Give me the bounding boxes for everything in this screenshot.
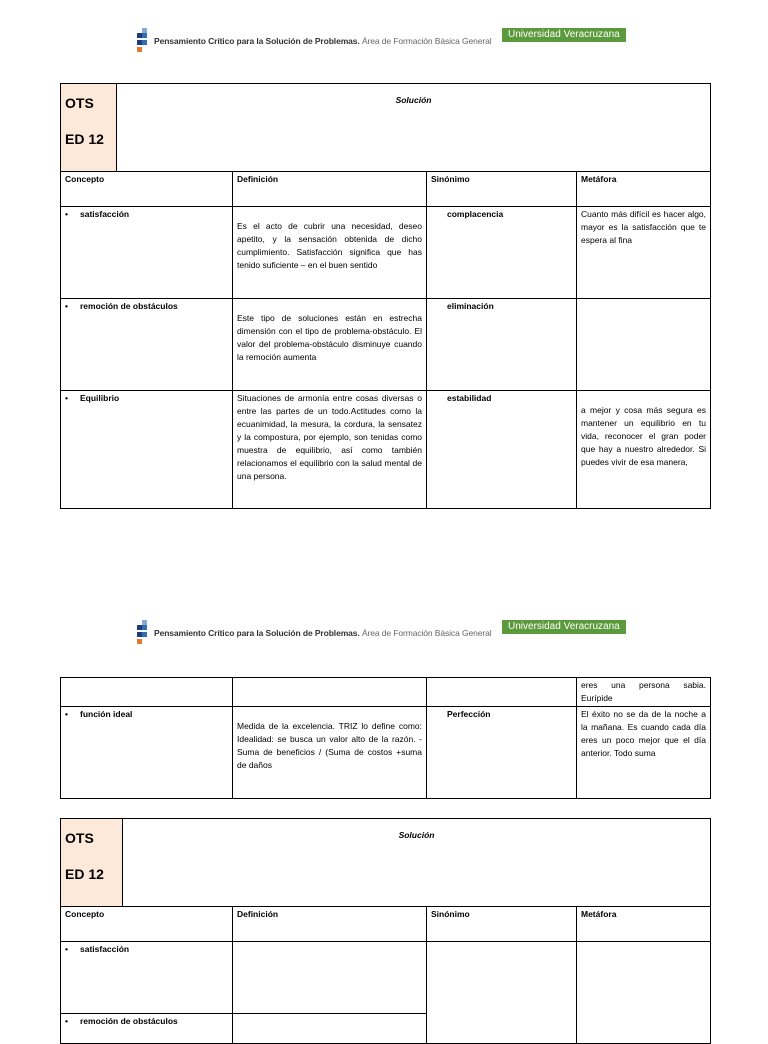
header-definicion: Definición [233, 907, 427, 942]
ots-cell [61, 819, 123, 907]
concepto-cell [61, 678, 233, 707]
table-row [61, 391, 711, 509]
uv-logo-icon [137, 28, 151, 52]
sinonimo-cell: Perfección [427, 707, 577, 799]
page-header [137, 620, 627, 646]
concepto-cell: • remoción de obstáculos [61, 299, 233, 391]
sinonimo-cell [427, 678, 577, 707]
page-header [137, 28, 627, 54]
table-row [61, 678, 711, 707]
solution-title: Solución [123, 819, 711, 907]
metafora-cell [577, 942, 711, 1044]
university-badge: Universidad Veracruzana [502, 28, 626, 42]
table-row [61, 942, 711, 1014]
course-name: Pensamiento Crítico para la Solución de Problemas. [154, 36, 360, 46]
solution-table-continuation [60, 677, 711, 799]
header-definicion: Definición [233, 172, 427, 207]
header-title [154, 36, 492, 46]
ots-label: OTS [65, 830, 94, 846]
metafora-cell [577, 299, 711, 391]
metafora-cell: Cuanto más difícil es hacer algo, mayor es la satisfacción que te espera al fina [577, 207, 711, 299]
definicion-cell: Este tipo de soluciones están en estrecha dimensión con el tipo de problema-obstáculo. El valor del problema-obstáculo disminuye cuando la remoción aumenta [233, 299, 427, 391]
table-row [61, 207, 711, 299]
definicion-cell: Medida de la excelencia. TRIZ lo define como: Idealidad: se busca un valor alto de la razón. -Suma de beneficios / (Suma de costos +suma de daños [233, 707, 427, 799]
solution-table-1 [60, 83, 711, 509]
area-name: Área de Formación Básica General [361, 628, 492, 638]
table-row [61, 299, 711, 391]
header-sinonimo: Sinónimo [427, 907, 577, 942]
header-title [154, 628, 492, 638]
definicion-cell [233, 678, 427, 707]
solution-title: Solución [117, 84, 711, 172]
sinonimo-cell: complacencia [427, 207, 577, 299]
ots-label: OTS [65, 95, 94, 111]
metafora-cell: El éxito no se da de la noche a la mañana. Es cuando cada día eres un poco mejor que el día anterior. Todo suma [577, 707, 711, 799]
uv-logo-icon [137, 620, 151, 644]
definicion-cell [233, 942, 427, 1014]
course-name: Pensamiento Crítico para la Solución de Problemas. [154, 628, 360, 638]
university-badge: Universidad Veracruzana [502, 620, 626, 634]
header-metafora: Metáfora [577, 907, 711, 942]
definicion-cell: Situaciones de armonía entre cosas diversas o entre las partes de un todo.Actitudes como la ecuanimidad, la mesura, la cordura, la sensatez y la compostura, por ejemplo, son tenidas como muestra de equilibrio, así como también relacionamos el equilibrio con la salud mental de una persona. [233, 391, 427, 509]
concepto-cell: • satisfacción [61, 942, 233, 1014]
header-concepto: Concepto [61, 172, 233, 207]
definicion-cell [233, 1014, 427, 1044]
ots-cell [61, 84, 117, 172]
area-name: Área de Formación Básica General [361, 36, 492, 46]
header-metafora: Metáfora [577, 172, 711, 207]
sinonimo-cell: estabilidad [427, 391, 577, 509]
header-concepto: Concepto [61, 907, 233, 942]
definicion-cell: Es el acto de cubrir una necesidad, deseo apetito, y la sensación obtenida de dicho cumplimiento. Satisfacción significa que has tenido suficiente – en el buen sentido [233, 207, 427, 299]
concepto-cell: • remoción de obstáculos [61, 1014, 233, 1044]
solution-table-2 [60, 818, 711, 1044]
concepto-cell: • función ideal [61, 707, 233, 799]
sinonimo-cell: eliminación [427, 299, 577, 391]
ed-label: ED 12 [65, 131, 104, 147]
table-row [61, 707, 711, 799]
ed-label: ED 12 [65, 866, 104, 882]
concepto-cell: • Equilibrio [61, 391, 233, 509]
concepto-cell: • satisfacción [61, 207, 233, 299]
header-sinonimo: Sinónimo [427, 172, 577, 207]
metafora-cell: eres una persona sabia. Eurípide [577, 678, 711, 707]
sinonimo-cell [427, 942, 577, 1044]
metafora-cell: a mejor y cosa más segura es mantener un equilibrio en tu vida, reconocer el gran poder que hay a nuestro alrededor. Si puedes vivir de esa manera, [577, 391, 711, 509]
